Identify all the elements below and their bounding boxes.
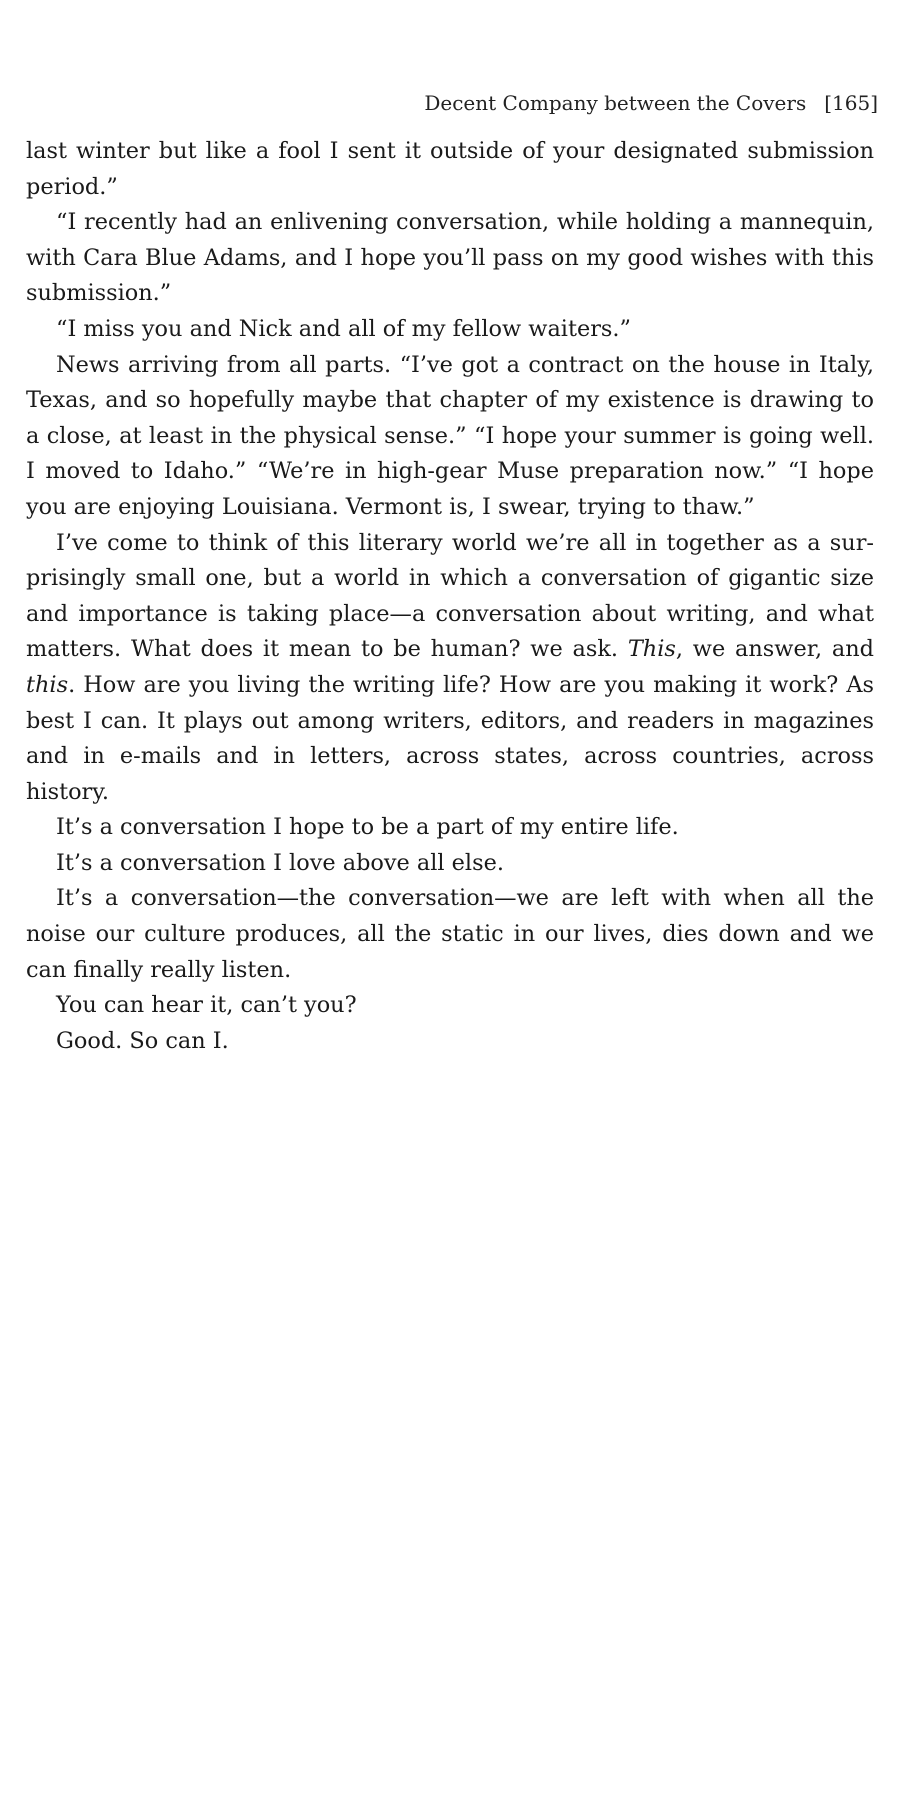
emphasis-this: this: [26, 671, 69, 698]
paragraph-literary-world-part1: I’ve come to think of this literary world we’re all in together as a surprisingly small one, but a world in which a conversation of gigantic size and importance is taking place—a conversation about writing, and what matters. What does it mean to be human? we ask.: [26, 529, 874, 663]
paragraph-quote-waiters: “I miss you and Nick and all of my fellow waiters.”: [56, 315, 631, 342]
emphasis-this-capital: This: [627, 636, 676, 663]
paragraph-literary-world: [26, 526, 874, 811]
paragraph-news: News arriving from all parts. “I’ve got a contract on the house in Italy, Texas, and so hopefully maybe that chapter of my existence is drawing to a close, at least in the physical sense.” “I hope your summer is going well. I moved to Idaho.” “We’re in high-gear Muse preparation now.” “I hope you are enjoying Louisiana. Vermont is, I swear, trying to thaw.”: [26, 351, 874, 520]
paragraph-good: Good. So can I.: [56, 1027, 229, 1054]
paragraph-love-above-all: It’s a conversation I love above all else.: [56, 849, 504, 876]
paragraph-literary-world-part3: . How are you living the writing life? How are you making it work? As best I can. It plays out among writers, editors, and readers in magazines and in e-mails and in letters, across states, across countries, across history.: [26, 671, 874, 805]
paragraph-continued: last winter but like a fool I sent it outside of your designated submission period.”: [26, 138, 874, 200]
paragraph-quote-mannequin: “I recently had an enlivening conversation, while holding a mannequin, with Cara Blue Adams, and I hope you’ll pass on my good wishes with this submission.”: [26, 209, 874, 307]
paragraph-the-conversation: It’s a conversation—the conversation—we are left with when all the noise our culture produces, all the static in our lives, dies down and we can finally really listen.: [26, 885, 874, 983]
page-number: [165]: [824, 91, 878, 115]
paragraph-literary-world-part2: , we answer, and: [675, 636, 874, 663]
running-head-title: Decent Company between the Covers: [424, 91, 807, 115]
body-text: [26, 134, 874, 1059]
running-head: [424, 91, 878, 115]
paragraph-hear-it: You can hear it, can’t you?: [56, 992, 357, 1019]
paragraph-entire-life: It’s a conversation I hope to be a part of my entire life.: [56, 814, 679, 841]
